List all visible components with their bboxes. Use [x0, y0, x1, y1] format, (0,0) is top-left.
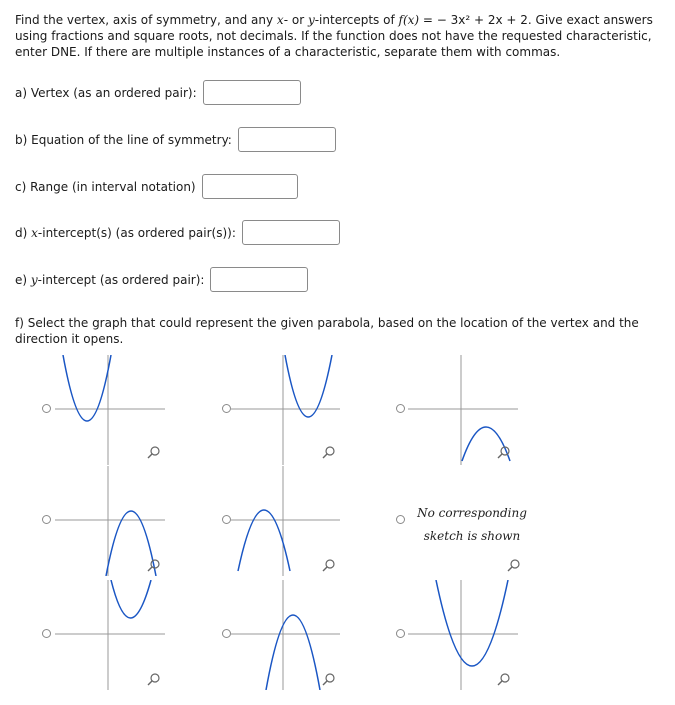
question-d-suffix: -intercept(s) (as ordered pair(s)): [37, 225, 236, 240]
zoom-icon[interactable] [147, 558, 161, 572]
question-d-prefix: d) [15, 225, 32, 240]
function-equation: = − 3x² + 2x + 2 [419, 13, 528, 27]
graph-option-6-radio[interactable] [42, 629, 51, 638]
intro-text: Find the vertex, axis of symmetry, and any [15, 13, 277, 27]
question-e-suffix: -intercept (as ordered pair): [37, 272, 205, 287]
no-sketch-line-2: sketch is shown [423, 529, 521, 543]
question-c-label: c) Range (in interval notation) [15, 179, 196, 194]
vertex-input[interactable] [203, 80, 301, 105]
question-e-prefix: e) [15, 272, 31, 287]
intro-instructions: . Give exact answers using fractions and square roots, not decimals. If the function does not have the requested characteristic, enter DNE. If there are multiple instances of a characteristic, separate them with commas. [15, 13, 653, 59]
question-e-var: y [30, 272, 38, 287]
question-e [15, 267, 308, 292]
graph-option-4-radio[interactable] [42, 515, 51, 524]
symmetry-line-input[interactable] [238, 127, 336, 152]
graph-option-3-radio[interactable] [396, 404, 405, 413]
no-sketch-line-1: No corresponding [417, 506, 527, 520]
graph-option-8-radio[interactable] [396, 629, 405, 638]
zoom-icon[interactable] [497, 445, 511, 459]
intro-text-or: - or [283, 13, 308, 27]
intro-text-intercepts: -intercepts of [314, 13, 399, 27]
intro-var-y: y [307, 13, 315, 27]
x-intercepts-input[interactable] [242, 220, 340, 245]
question-c [15, 174, 298, 199]
zoom-icon[interactable] [322, 445, 336, 459]
range-input[interactable] [202, 174, 298, 199]
question-a [15, 80, 301, 105]
zoom-icon[interactable] [497, 672, 511, 686]
question-b-label: b) Equation of the line of symmetry: [15, 132, 232, 147]
question-d-var: x [31, 225, 38, 240]
problem-statement [15, 12, 665, 60]
y-intercept-input[interactable] [210, 267, 308, 292]
no-sketch-label [412, 502, 532, 548]
zoom-icon[interactable] [322, 558, 336, 572]
zoom-icon[interactable] [322, 672, 336, 686]
zoom-icon[interactable] [507, 558, 521, 572]
graph-option-1-radio[interactable] [42, 404, 51, 413]
part-f-prompt: f) Select the graph that could represent the given parabola, based on the location of the vertex and the direction it opens. [15, 316, 639, 346]
zoom-icon[interactable] [147, 445, 161, 459]
question-d-label [15, 226, 236, 240]
zoom-icon[interactable] [147, 672, 161, 686]
question-e-label [15, 273, 204, 287]
question-a-label: a) Vertex (as an ordered pair): [15, 85, 197, 100]
no-sketch-radio[interactable] [396, 515, 405, 524]
question-b [15, 127, 336, 152]
intro-var-x: x [276, 13, 284, 27]
question-d [15, 220, 340, 245]
function-name: f(x) [398, 13, 420, 27]
